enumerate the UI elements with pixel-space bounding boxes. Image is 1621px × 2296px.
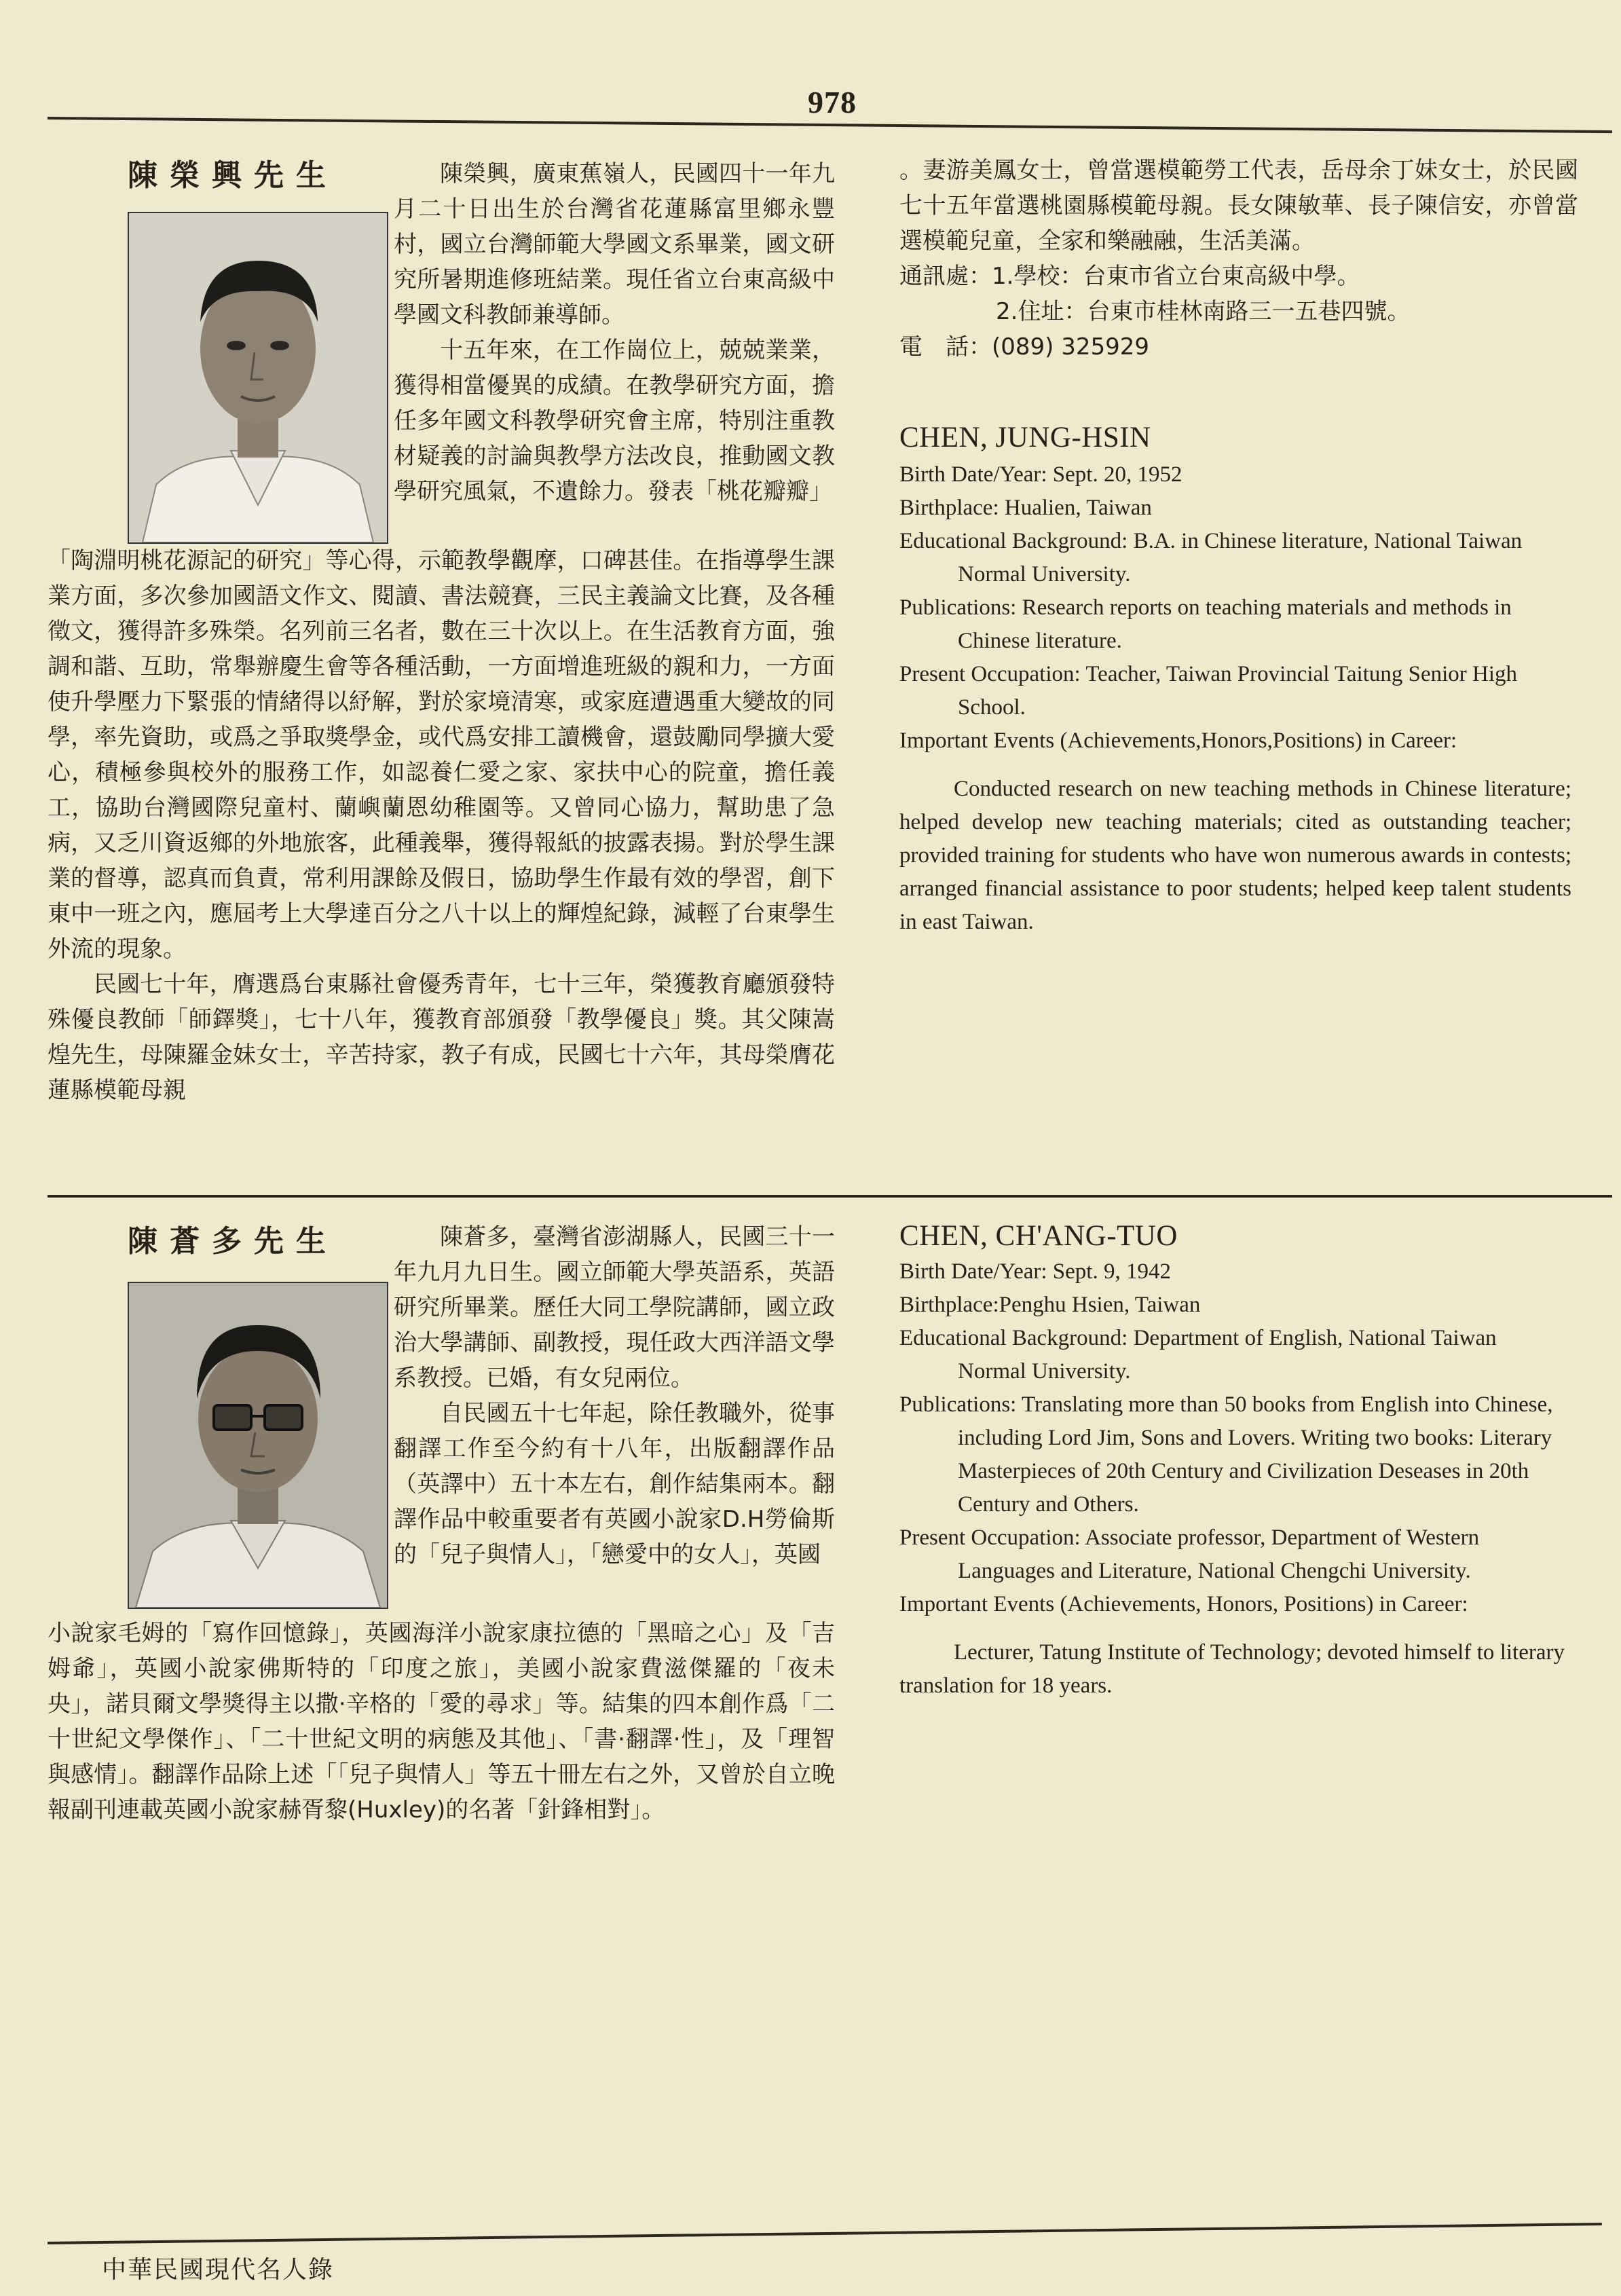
entry-1-events-heading: Important Events (Achievements,Honors,Positions) in Career: [899,728,1457,753]
entry-1-phone: 電 話：(089) 325929 [899,333,1150,360]
entry-1-birth-date: Birth Date/Year: Sept. 20, 1952 [899,462,1182,487]
entry-2-birth-date: Birth Date/Year: Sept. 9, 1942 [899,1259,1171,1284]
bottom-rule [48,2223,1602,2244]
entry-2-career: Lecturer, Tatung Institute of Technology; devoted himself to literary translation for 18 years. [899,1640,1565,1698]
entry-1-portrait-photo [128,212,388,544]
entry-1-contact-2: 2.住址：台東市桂林南路三一五巷四號。 [996,298,1411,325]
entry-1-bio-para-3: 「陶淵明桃花源記的研究」等心得，示範教學觀摩，口碑甚佳。在指導學生課業方面，多次參加國語文作文、閱讀、書法競賽，三民主義論文比賽，及各種徵文，獲得許多殊榮。名列前三名者，數在三十次以上。在生活教育方面，強調和諧、互助，常舉辦慶生會等各種活動，一方面增進班級的親和力，一方面使升學壓力下緊張的情緒得以紓解，對於家境清寒，或家庭遭遇重大變故的同學，率先資助，或爲之爭取獎學金，或代爲安排工讀機會，還鼓勵同學擴大愛心，積極參與校外的服務工作，如認養仁愛之家、家扶中心的院童，擔任義工，協助台灣國際兒童村、蘭嶼蘭恩幼稚園等。又曾同心協力，幫助患了急病，又乏川資返鄉的外地旅客，此種義舉，獲得報紙的披露表揚。對於學生課業的督導，認真而負責，常利用課餘及假日，協助學生作最有效的學習，創下東中一班之內，應屆考上大學達百分之八十以上的輝煌紀錄，減輕了台東學生外流的現象。 [48,547,835,963]
entry-2-birthplace: Birthplace:Penghu Hsien, Taiwan [899,1293,1201,1317]
entry-1-bio-para-1: 陳榮興，廣東蕉嶺人，民國四十一年九月二十日出生於台灣省花蓮縣富里鄉永豐村，國立台灣師範大學國文系畢業，國文研究所暑期進修班結業。現任省立台東高級中學國文科教師兼導師。 [394,160,835,329]
entry-1-bio-wide [48,543,835,1108]
entry-1-bio-continued [899,153,1578,365]
entry-2-bio-para-2: 自民國五十七年起，除任教職外，從事翻譯工作至今約有十八年，出版翻譯作品（英譯中）五十本左右，創作結集兩本。翻譯作品中較重要者有英國小說家D.H勞倫斯的「兒子與情人」，「戀愛中的女人」，英國 [394,1400,835,1568]
entry-1-name-zh: 陳榮興先生 [128,158,338,193]
portrait-photo-icon [129,1283,387,1608]
entry-1-contact-1: 通訊處：1.學校：台東市省立台東高級中學。 [899,263,1360,290]
entry-2-name-en: CHEN, CH'ANG-TUO [899,1220,1178,1252]
entry-1-occupation: Present Occupation: Teacher, Taiwan Provincial Taitung Senior High School. [899,662,1518,720]
entry-2-bio-para-1: 陳蒼多，臺灣省澎湖縣人，民國三十一年九月九日生。國立師範大學英語系，英語研究所畢業。歷任大同工學院講師，國立政治大學講師、副教授，現任政大西洋語文學系教授。已婚，有女兒兩位。 [394,1223,835,1392]
entry-1-bio-para-5: 。妻游美鳳女士，曾當選模範勞工代表，岳母余丁妹女士，於民國七十五年當選桃園縣模範母親。長女陳敏華、長子陳信安，亦曾當選模範兒童，全家和樂融融，生活美滿。 [899,157,1578,255]
entry-1-english [899,421,1571,939]
entry-1-birthplace: Birthplace: Hualien, Taiwan [899,496,1152,520]
entry-2-education: Educational Background: Department of English, National Taiwan Normal University. [899,1326,1497,1384]
entry-1-bio-para-4: 民國七十年，膺選爲台東縣社會優秀青年，七十三年，榮獲教育廳頒發特殊優良教師「師鐸獎」，七十八年，獲教育部頒發「教學優良」獎。其父陳嵩煌先生，母陳羅金妹女士，辛苦持家，教子有成，民國七十六年，其母榮膺花蓮縣模範母親 [48,971,835,1104]
entry-2-english [899,1219,1565,1703]
entry-1-bio-para-2: 十五年來，在工作崗位上，兢兢業業，獲得相當優異的成績。在教學研究方面，擔任多年國文科教學研究會主席，特別注重教材疑義的討論與教學方法改良，推動國文教學研究風氣，不遺餘力。發表「桃花瓣瓣」 [394,337,835,505]
entry-2-bio-top [394,1219,835,1572]
entry-2-bio-para-3: 小說家毛姆的「寫作回憶錄」，英國海洋小說家康拉德的「黑暗之心」及「吉姆爺」，英國小說家佛斯特的「印度之旅」，美國小說家費滋傑羅的「夜未央」，諾貝爾文學獎得主以撒·辛格的「愛的尋求」等。結集的四本創作爲「二十世紀文學傑作」、「二十世紀文明的病態及其他」、「書·翻譯·性」，及「理智與感情」。翻譯作品除上述「「兒子與情人」等五十冊左右之外，又曾於自立晚報副刊連載英國小說家赫胥黎(Huxley)的名著「針鋒相對」。 [48,1620,835,1823]
entry-2-bio-wide [48,1616,835,1828]
entry-2-portrait-photo [128,1282,388,1609]
entry-1-education: Educational Background: B.A. in Chinese literature, National Taiwan Normal University. [899,529,1523,587]
entry-1-career: Conducted research on new teaching methods in Chinese literature; helped develop new teaching materials; cited as outstanding teacher; provided training for students who have won numerous awards in contests; arranged financial assistance to poor students; helped keep talent students in east Taiwan. [899,777,1571,934]
page-number: 978 [808,85,857,119]
entry-2-events-heading: Important Events (Achievements, Honors, Positions) in Career: [899,1592,1468,1616]
book-title-footer: 中華民國現代名人錄 [102,2256,335,2284]
middle-rule [48,1195,1612,1198]
entry-2-name-zh: 陳蒼多先生 [128,1224,338,1259]
entry-1-name-en: CHEN, JUNG-HSIN [899,422,1151,453]
entry-2-publications: Publications: Translating more than 50 books from English into Chinese, including Lord Jim, Sons and Lovers. Writing two books: Literary Masterpieces of 20th Century and Civilization Deseases in 20th Century and Others. [899,1392,1553,1517]
entry-2-occupation: Present Occupation: Associate professor, Department of Western Languages and Literature, National Chengchi University. [899,1525,1480,1583]
portrait-photo-icon [129,213,387,542]
entry-1-bio-top [394,156,835,509]
entry-1-publications: Publications: Research reports on teaching materials and methods in Chinese literature. [899,595,1512,653]
